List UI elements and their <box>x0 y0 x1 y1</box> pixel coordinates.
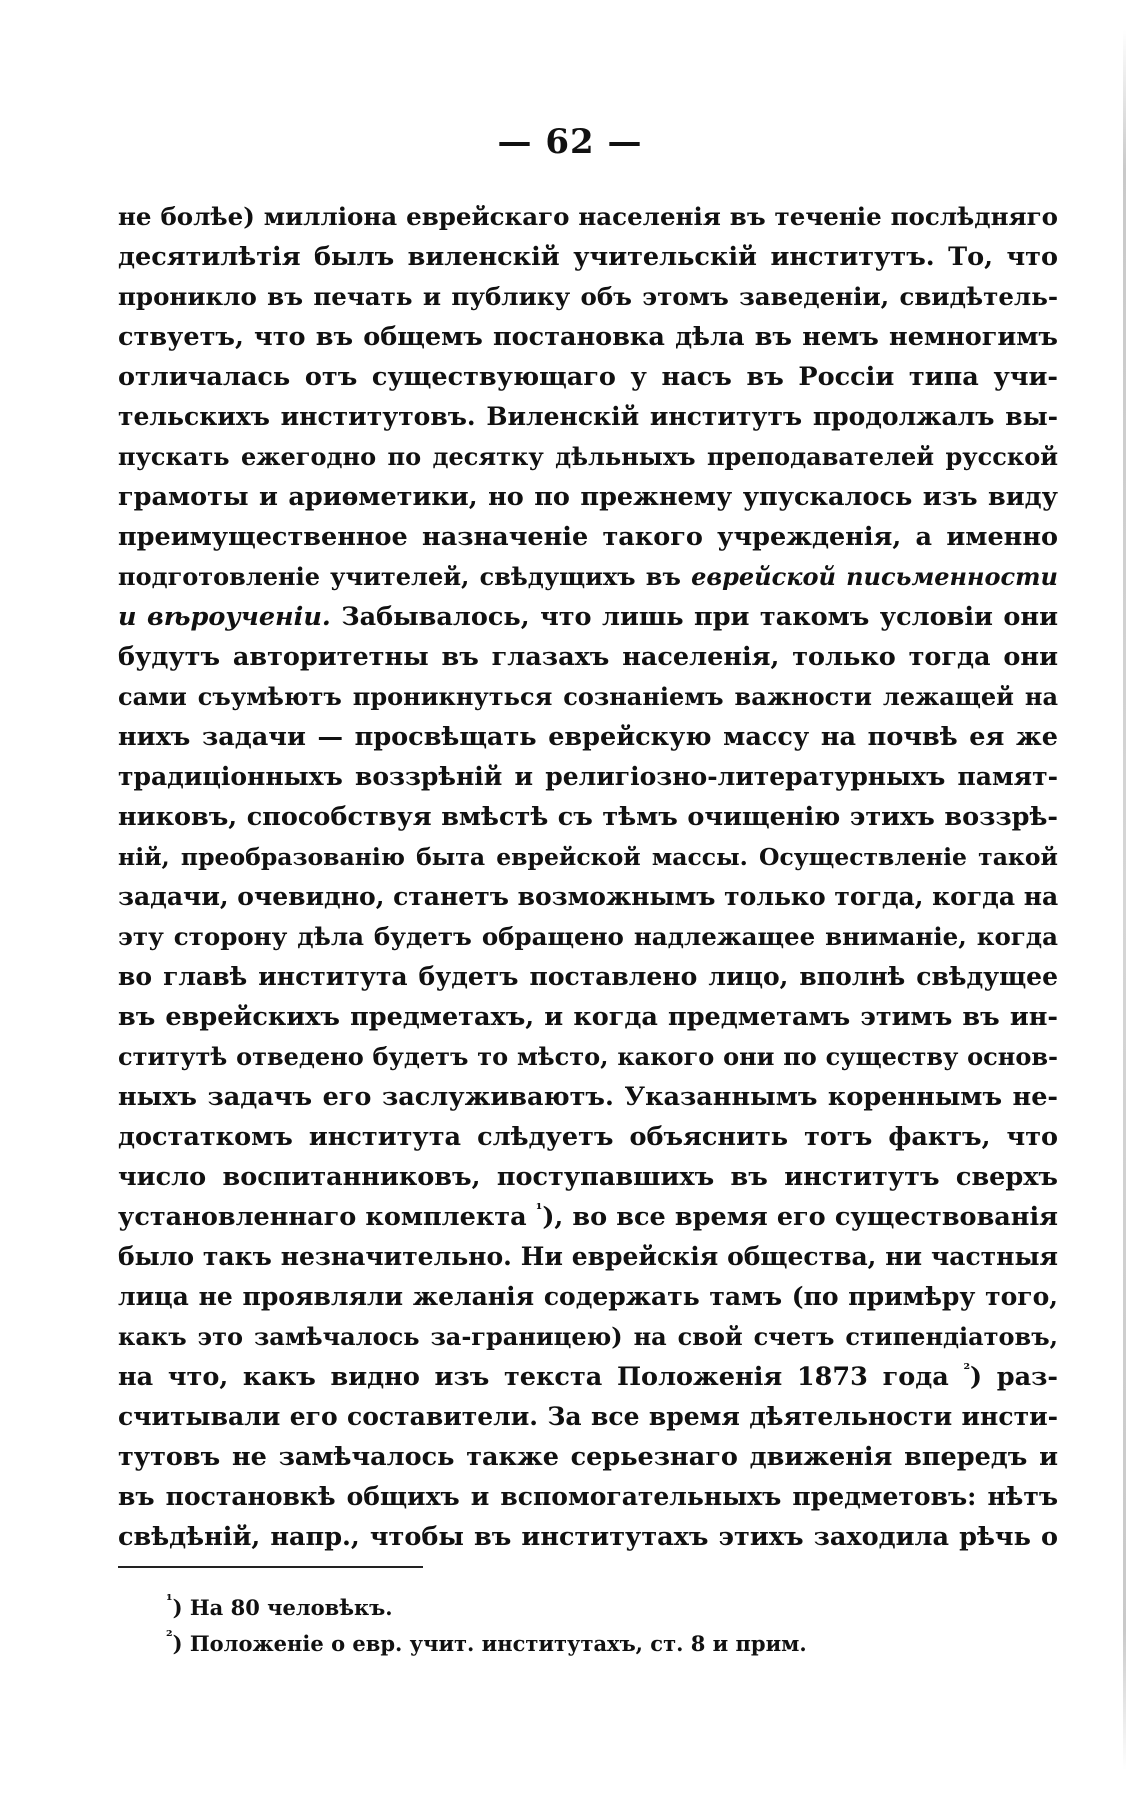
text-line <box>118 837 1058 877</box>
text-segment: отличалась отъ существующаго у насъ въ Россіи типа учи- <box>118 362 1058 392</box>
page-number: — 62 — <box>497 122 643 162</box>
text-segment: въ постановкѣ общихъ и вспомогательныхъ предметовъ: нѣтъ <box>118 1482 1058 1511</box>
text-line <box>118 397 1058 437</box>
text-line <box>118 637 1058 677</box>
text-segment: ствуетъ, что въ общемъ постановка дѣла въ немъ немногимъ <box>118 322 1058 352</box>
text-segment: ) раз- <box>970 1362 1058 1392</box>
scan-edge-line <box>1123 30 1126 1770</box>
text-segment: въ еврейскихъ предметахъ, и когда предметамъ этимъ въ ин- <box>118 1002 1058 1032</box>
text-segment: ститутѣ отведено будетъ то мѣсто, какого они по существу основ- <box>118 1042 1058 1071</box>
body-text <box>118 197 1058 1557</box>
text-line <box>118 917 1058 957</box>
text-segment: сами съумѣютъ проникнуться сознаніемъ важности лежащей на <box>118 682 1058 711</box>
text-line <box>118 677 1058 717</box>
text-line <box>118 1037 1058 1077</box>
footnote <box>166 1626 966 1662</box>
text-segment: какъ это замѣчалось за-границею) на свой счетъ стипендіатовъ, <box>118 1322 1058 1351</box>
footnote-reference: ² <box>963 1359 971 1378</box>
text-line <box>118 957 1058 997</box>
text-segment: свѣдѣній, напр., чтобы въ институтахъ этихъ заходила рѣчь о <box>118 1522 1058 1552</box>
footnote-mark: ² <box>166 1627 173 1645</box>
text-segment: ній, преобразованію быта еврейской массы. Осуществленіе такой <box>118 843 1058 871</box>
text-segment: проникло въ печать и публику объ этомъ заведеніи, свидѣтель- <box>118 282 1058 311</box>
text-line <box>118 317 1058 357</box>
text-segment: Забывалось, что лишь при такомъ условіи они <box>330 602 1058 632</box>
text-line <box>118 517 1058 557</box>
footnote-mark: ¹ <box>166 1591 173 1609</box>
text-line <box>118 1397 1058 1437</box>
text-line <box>118 717 1058 757</box>
text-line <box>118 757 1058 797</box>
text-segment: ), во все время его существованія <box>542 1202 1058 1232</box>
text-line <box>118 197 1058 237</box>
text-line <box>118 437 1058 477</box>
text-line <box>118 1117 1058 1157</box>
text-segment: пускать ежегодно по десятку дѣльныхъ преподавателей русской <box>118 442 1058 471</box>
text-segment: считывали его составители. За все время дѣятельности инсти- <box>118 1402 1058 1431</box>
text-segment: во главѣ института будетъ поставлено лицо, вполнѣ свѣдущее <box>118 962 1058 991</box>
text-line <box>118 237 1058 277</box>
text-line <box>118 1357 1058 1397</box>
text-line <box>118 1517 1058 1557</box>
text-line <box>118 1277 1058 1317</box>
footnote-text: ) Положеніе о евр. учит. институтахъ, ст. 8 и прим. <box>172 1631 807 1656</box>
text-line <box>118 477 1058 517</box>
footnote <box>166 1590 966 1626</box>
text-segment: никовъ, способствуя вмѣстѣ съ тѣмъ очищенію этихъ воззрѣ- <box>118 802 1058 832</box>
text-line <box>118 597 1058 637</box>
text-segment: тутовъ не замѣчалось также серьезнаго движенія впередъ и <box>118 1442 1058 1472</box>
footnote-text: ) На 80 человѣкъ. <box>172 1595 393 1620</box>
footnotes <box>166 1590 966 1662</box>
text-segment: эту сторону дѣла будетъ обращено надлежащее вниманіе, когда <box>118 922 1058 951</box>
text-segment: задачи, очевидно, станетъ возможнымъ только тогда, когда на <box>118 882 1058 911</box>
text-segment: будутъ авторитетны въ глазахъ населенія, только тогда они <box>118 642 1058 672</box>
text-line <box>118 1317 1058 1357</box>
text-segment: традиціонныхъ воззрѣній и религіозно-литературныхъ памят- <box>118 762 1058 791</box>
text-segment: подготовленіе учителей, свѣдущихъ въ <box>118 562 692 591</box>
text-line <box>118 797 1058 837</box>
text-line <box>118 1197 1058 1237</box>
text-line <box>118 997 1058 1037</box>
footnote-divider <box>118 1566 423 1568</box>
text-line <box>118 1437 1058 1477</box>
text-segment: десятилѣтія былъ виленскій учительскій институтъ. То, что <box>118 242 1058 272</box>
italic-emphasis: еврейской письменности <box>691 562 1058 591</box>
text-segment: лица не проявляли желанія содержать тамъ (по примѣру того, <box>118 1282 1058 1311</box>
text-segment: было такъ незначительно. Ни еврейскія общества, ни частныя <box>118 1242 1058 1271</box>
text-segment: нихъ задачи — просвѣщать еврейскую массу на почвѣ ея же <box>118 722 1058 752</box>
text-segment: достаткомъ института слѣдуетъ объяснить тотъ фактъ, что <box>118 1122 1058 1152</box>
text-line <box>118 1237 1058 1277</box>
text-segment: преимущественное назначеніе такого учрежденія, а именно <box>118 522 1058 552</box>
text-segment: тельскихъ институтовъ. Виленскій институтъ продолжалъ вы- <box>118 402 1058 431</box>
text-segment: число воспитанниковъ, поступавшихъ въ институтъ сверхъ <box>118 1162 1058 1192</box>
text-line <box>118 877 1058 917</box>
text-line <box>118 1077 1058 1117</box>
text-line <box>118 557 1058 597</box>
text-segment: установленнаго комплекта <box>118 1202 536 1232</box>
text-line <box>118 277 1058 317</box>
text-segment: грамоты и ариѳметики, но по прежнему упускалось изъ виду <box>118 482 1058 512</box>
text-segment: не болѣе) милліона еврейскаго населенія въ теченіе послѣдняго <box>118 202 1058 231</box>
text-segment: ныхъ задачъ его заслуживаютъ. Указаннымъ кореннымъ не- <box>118 1082 1058 1112</box>
text-segment: на что, какъ видно изъ текста Положенія 1873 года <box>118 1362 964 1392</box>
text-line <box>118 1157 1058 1197</box>
text-line <box>118 357 1058 397</box>
footnote-reference: ¹ <box>535 1199 543 1218</box>
italic-emphasis: и вѣроученіи. <box>118 602 331 632</box>
text-line <box>118 1477 1058 1517</box>
